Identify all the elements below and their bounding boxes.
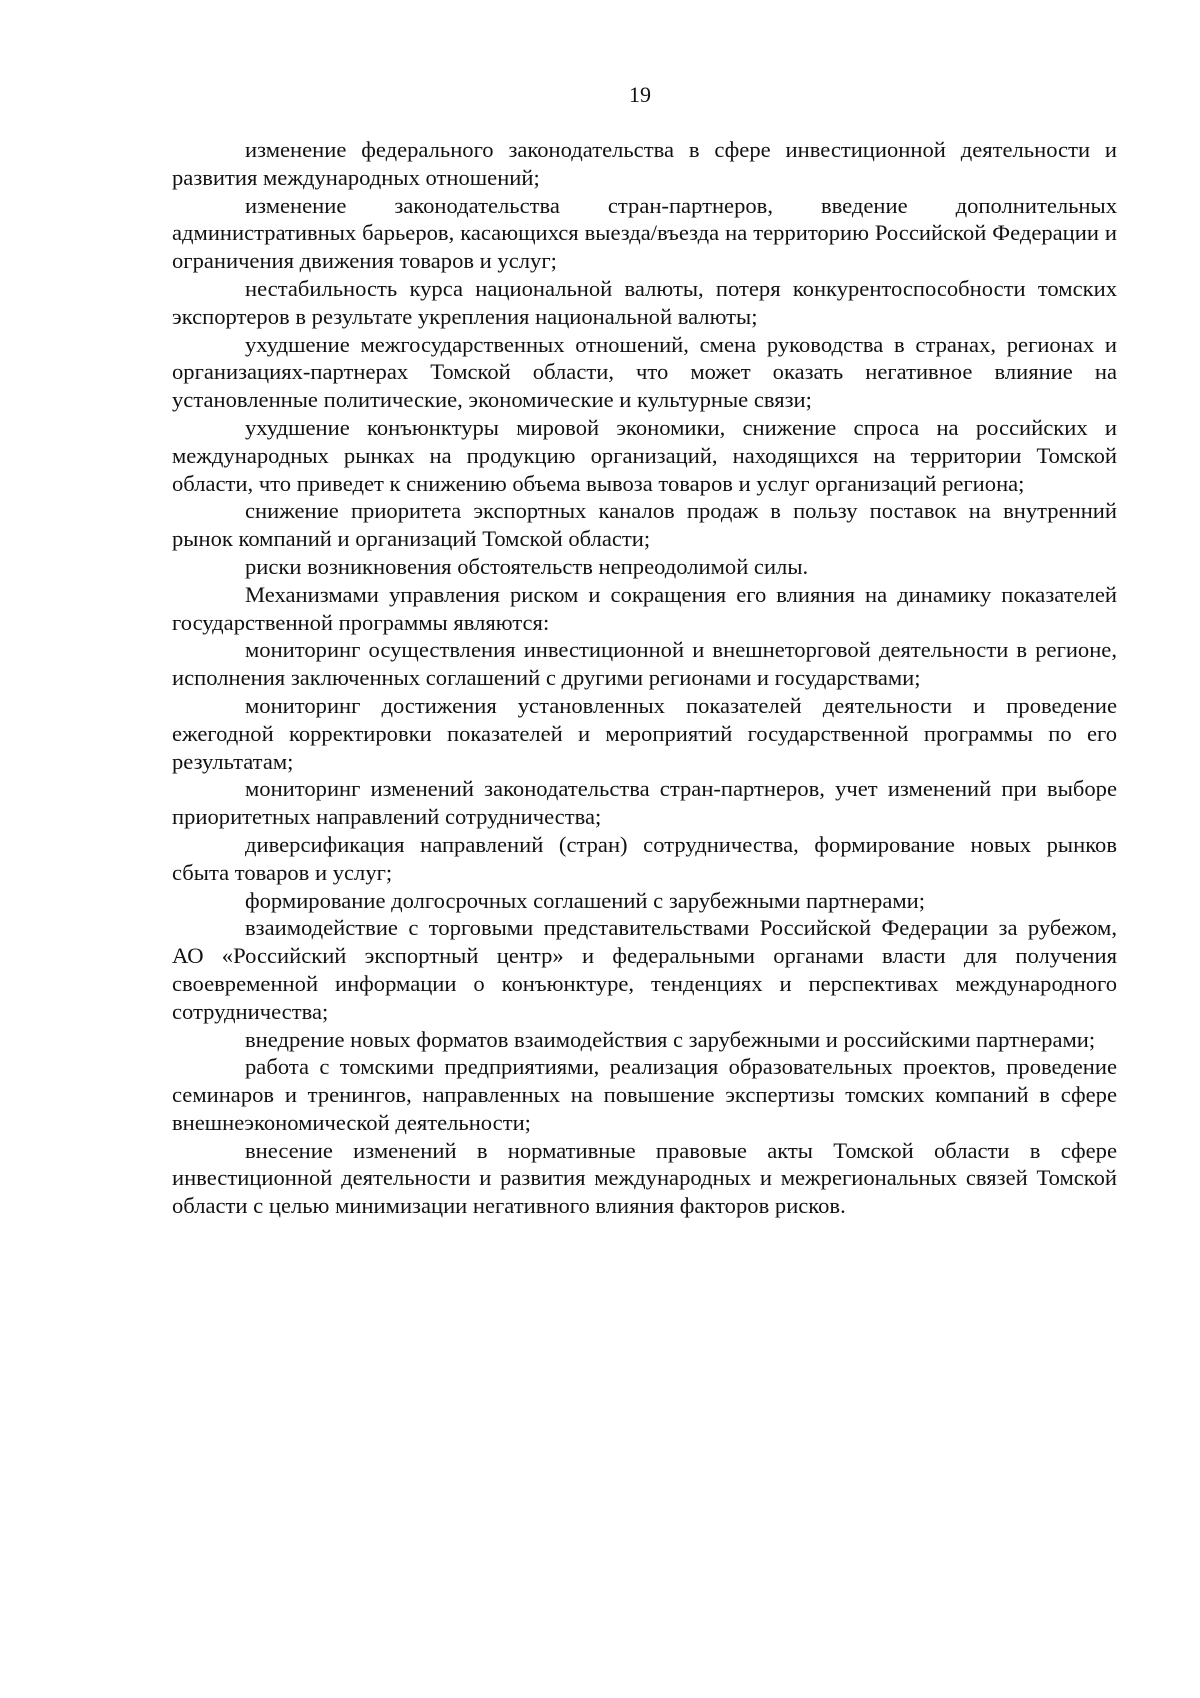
paragraph: внедрение новых форматов взаимодействия с зарубежными и российскими партнерами; [245, 1026, 1096, 1052]
paragraph: внесение изменений в нормативные правовые акты Томской области в сфере инвестиционной деятельности и развития международных и межрегиональных связей Томской области с целью минимизации негативного влияния факторов рисков. [172, 1137, 1117, 1219]
paragraph: мониторинг осуществления инвестиционной и внешнеторговой деятельности в регионе, исполнения заключенных соглашений с другими регионами и государствами; [172, 637, 1117, 691]
paragraph: мониторинг достижения установленных показателей деятельности и проведение ежегодной корректировки показателей и мероприятий государственной программы по его результатам; [172, 692, 1117, 774]
paragraph: Механизмами управления риском и сокращения его влияния на динамику показателей государственной программы являются: [172, 581, 1117, 635]
paragraph: изменение федерального законодательства в сфере инвестиционной деятельности и развития международных отношений; [172, 137, 1117, 190]
paragraph: формирование долгосрочных соглашений с зарубежными партнерами; [245, 887, 926, 913]
paragraph: мониторинг изменений законодательства стран-партнеров, учет изменений при выборе приоритетных направлений сотрудничества; [172, 776, 1117, 830]
paragraph: работа с томскими предприятиями, реализация образовательных проектов, проведение семинаров и тренингов, направленных на повышение экспертизы томских компаний в сфере внешнеэкономической деятельности; [172, 1054, 1117, 1135]
paragraph: изменение законодательства стран-партнеров, введение дополнительных административных барьеров, касающихся выезда/въезда на территорию Российской Федерации и ограничения движения товаров и услуг; [172, 192, 1117, 274]
paragraph: риски возникновения обстоятельств непреодолимой силы. [245, 553, 809, 579]
page-number: 19 [629, 82, 651, 107]
paragraph: ухудшение конъюнктуры мировой экономики, снижение спроса на российских и международных рынках на продукцию организаций, находящихся на территории Томской области, что приведет к снижению объема вывоза товаров и услуг организаций региона; [172, 414, 1117, 496]
paragraph: снижение приоритета экспортных каналов продаж в пользу поставок на внутренний рынок компаний и организаций Томской области; [172, 498, 1117, 552]
paragraph: диверсификация направлений (стран) сотрудничества, формирование новых рынков сбыта товаров и услуг; [172, 831, 1117, 885]
paragraph: нестабильность курса национальной валюты, потеря конкурентоспособности томских экспортеров в результате укрепления национальной валюты; [172, 275, 1117, 329]
paragraph: ухудшение межгосударственных отношений, смена руководства в странах, регионах и организациях-партнерах Томской области, что может оказать негативное влияние на установленные политические, экономические и культурные связи; [172, 331, 1117, 413]
document-body [172, 136, 1117, 1220]
paragraph: взаимодействие с торговыми представительствами Российской Федерации за рубежом, АО «Российский экспортный центр» и федеральными органами власти для получения своевременной информации о конъюнктуре, тенденциях и перспективах международного сотрудничества; [172, 915, 1117, 1024]
